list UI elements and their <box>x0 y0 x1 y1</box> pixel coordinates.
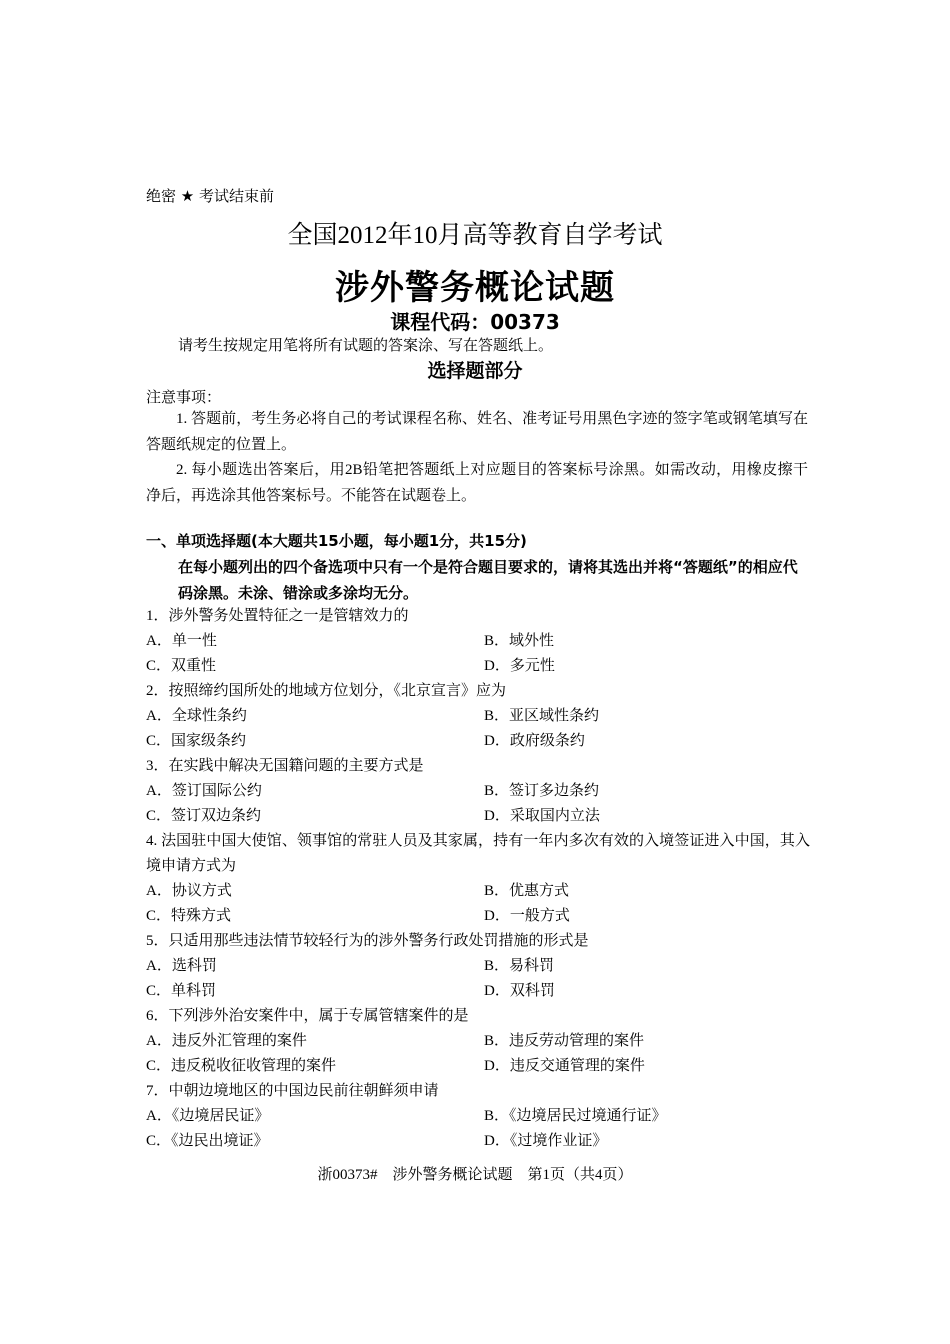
option-c: C．特殊方式 <box>146 908 232 924</box>
question-stem: 1．涉外警务处置特征之一是管辖效力的 <box>146 608 409 624</box>
question <box>146 604 810 679</box>
option-d: D．多元性 <box>484 658 555 674</box>
option-c: C．签订双边条约 <box>146 808 262 824</box>
option-a: A．《边境居民证》 <box>146 1108 270 1124</box>
question <box>146 829 810 929</box>
option-c: C．单科罚 <box>146 983 217 999</box>
exam-session-line: 全国2012年10月高等教育自学考试 <box>287 222 663 249</box>
answer-instruction: 请考生按规定用笔将所有试题的答案涂、写在答题纸上。 <box>178 336 554 354</box>
question <box>146 1079 810 1154</box>
option-a: A．违反外汇管理的案件 <box>146 1033 307 1049</box>
option-c: C．双重性 <box>146 658 217 674</box>
option-b: B．易科罚 <box>484 958 555 974</box>
section-title: 选择题部分 <box>427 360 523 382</box>
question-stem: 6．下列涉外治安案件中，属于专属管辖案件的是 <box>146 1008 469 1024</box>
option-row <box>146 629 810 654</box>
option-a: A．协议方式 <box>146 883 232 899</box>
option-row <box>146 1104 810 1129</box>
option-c: C．《边民出境证》 <box>146 1133 269 1149</box>
option-row <box>146 1129 810 1154</box>
option-d: D．政府级条约 <box>484 733 585 749</box>
question-stem: 3．在实践中解决无国籍问题的主要方式是 <box>146 758 424 774</box>
question-stem: 7．中朝边境地区的中国边民前往朝鲜须申请 <box>146 1083 439 1099</box>
option-row <box>146 1054 810 1079</box>
option-a: A．全球性条约 <box>146 708 247 724</box>
option-row <box>146 879 810 904</box>
option-b: B．违反劳动管理的案件 <box>484 1033 645 1049</box>
page-title: 涉外警务概论试题 <box>335 268 615 308</box>
option-a: A．签订国际公约 <box>146 783 262 799</box>
notes-heading: 注意事项： <box>146 388 222 406</box>
option-d: D．采取国内立法 <box>484 808 600 824</box>
option-a: A．单一性 <box>146 633 217 649</box>
option-row <box>146 654 810 679</box>
option-row <box>146 729 810 754</box>
option-d: D．《过境作业证》 <box>484 1133 608 1149</box>
confidential-label: 绝密 ★ 考试结束前 <box>146 187 274 205</box>
question-list <box>146 604 810 1154</box>
option-c: C．国家级条约 <box>146 733 247 749</box>
option-b: B．《边境居民过境通行证》 <box>484 1108 667 1124</box>
option-row <box>146 1029 810 1054</box>
option-b: B．亚区域性条约 <box>484 708 600 724</box>
note-item: 1. 答题前，考生务必将自己的考试课程名称、姓名、准考证号用黑色字迹的签字笔或钢笔填写在答题纸规定的位置上。 <box>146 411 808 453</box>
option-row <box>146 904 810 929</box>
question-stem: 2．按照缔约国所处的地域方位划分，《北京宣言》应为 <box>146 683 507 699</box>
question <box>146 929 810 1004</box>
question <box>146 679 810 754</box>
question <box>146 1004 810 1079</box>
part-description: 在每小题列出的四个备选项中只有一个是符合题目要求的，请将其选出并将“答题纸”的相应代码涂黑。未涂、错涂或多涂均无分。 <box>178 558 798 602</box>
option-b: B．签订多边条约 <box>484 783 600 799</box>
course-code: 课程代码：00373 <box>390 310 560 334</box>
page-footer: 浙00373# 涉外警务概论试题 第1页（共4页） <box>317 1167 633 1183</box>
option-row <box>146 704 810 729</box>
option-d: D．双科罚 <box>484 983 555 999</box>
option-b: B．优惠方式 <box>484 883 570 899</box>
option-row <box>146 979 810 1004</box>
option-d: D．一般方式 <box>484 908 570 924</box>
question-stem: 5．只适用那些违法情节较轻行为的涉外警务行政处罚措施的形式是 <box>146 933 589 949</box>
option-row <box>146 804 810 829</box>
option-c: C．违反税收征收管理的案件 <box>146 1058 337 1074</box>
option-b: B．域外性 <box>484 633 555 649</box>
option-a: A．选科罚 <box>146 958 217 974</box>
option-row <box>146 779 810 804</box>
note-item: 2. 每小题选出答案后，用2B铅笔把答题纸上对应题目的答案标号涂黑。如需改动，用橡皮擦干净后，再选涂其他答案标号。不能答在试题卷上。 <box>146 462 808 504</box>
part-heading: 一、单项选择题(本大题共15小题，每小题1分，共15分) <box>146 532 527 550</box>
option-d: D．违反交通管理的案件 <box>484 1058 645 1074</box>
question <box>146 754 810 829</box>
option-row <box>146 954 810 979</box>
question-stem: 4. 法国驻中国大使馆、领事馆的常驻人员及其家属，持有一年内多次有效的入境签证进入中国，其入境申请方式为 <box>146 833 810 874</box>
